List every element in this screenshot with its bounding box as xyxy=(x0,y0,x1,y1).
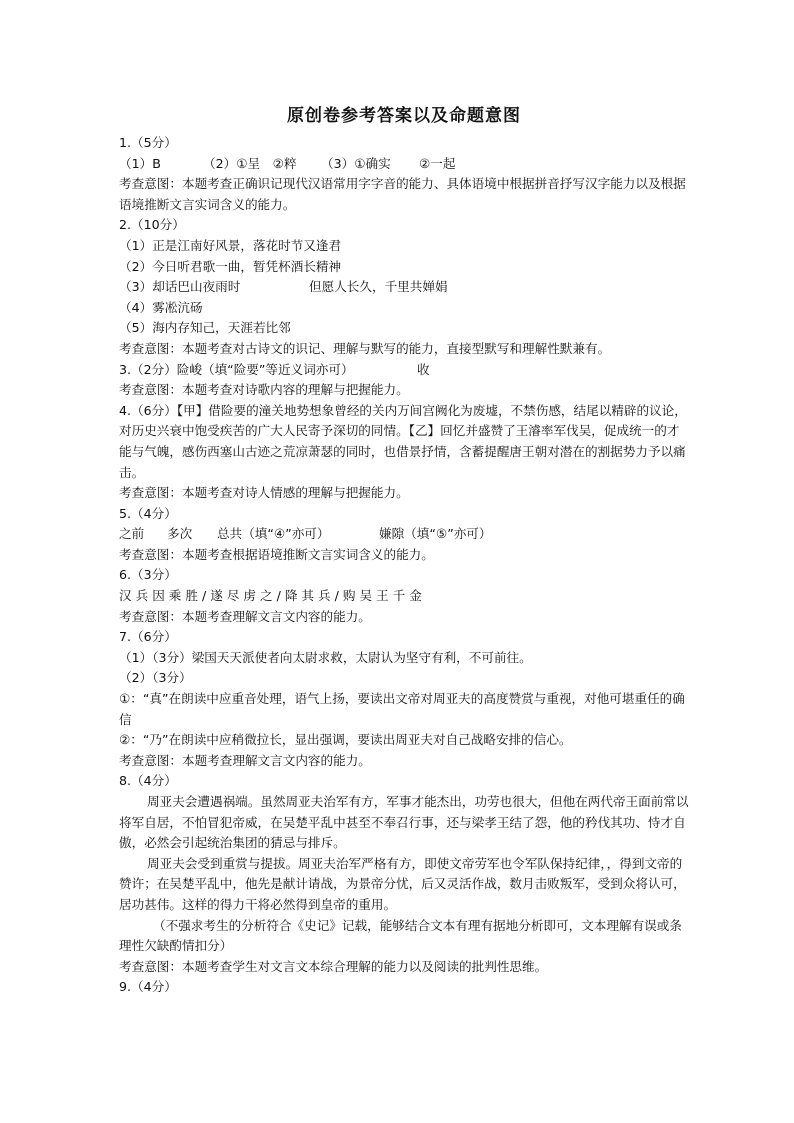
q2-line-2: （2）今日听君歌一曲，暂凭杯酒长精神 xyxy=(119,258,342,274)
q3-intent: 考查意图：本题考查对诗歌内容的理解与把握能力。 xyxy=(119,382,409,398)
q4-answer: 4.（6分）【甲】借险要的潼关地势想象曾经的关内万间宫阙化为废墟，不禁伤感，结尾以精辟的议论，对历史兴衰中饱受疾苦的广大人民寄予深切的同情。【乙】回忆并盛赞了王濬率军伐吴，促成统一的才能与气魄，感伤西塞山古迹之荒凉萧瑟的同时，也借景抒情，含蓄提醒唐王朝对潜在的割据势力予以痛击。 xyxy=(119,402,687,480)
q1-answers xyxy=(119,154,689,175)
q5-answer-1: 之前 xyxy=(119,526,145,542)
q5-answers xyxy=(119,524,689,545)
q5-answer-3: 总共（填“④”亦可） xyxy=(217,526,330,542)
q7-intent: 考查意图：本题考查理解文言文内容的能力。 xyxy=(119,752,371,768)
q8-heading: 8.（4分） xyxy=(119,773,177,789)
q7-line-1: （1）（3分）梁国天天派使者向太尉求救，太尉认为坚守有利，不可前往。 xyxy=(119,649,532,665)
q1-answer-3: （3）①确实 xyxy=(321,155,391,171)
q7-line-4: ②：“乃”在朗读中应稍微拉长，显出强调，要读出周亚夫对自己战略安排的信心。 xyxy=(119,732,572,748)
q8-paragraph-3: （不强求考生的分析符合《史记》记载，能够结合文本有理有据地分析即可，文本理解有误或条理性欠缺酌情扣分） xyxy=(119,917,682,954)
q2-line-1: （1）正是江南好风景，落花时节又逢君 xyxy=(119,237,342,253)
q2-intent: 考查意图：本题考查对古诗文的识记、理解与默写的能力，直接型默写和理解性默兼有。 xyxy=(119,340,611,356)
q7-heading: 7.（6分） xyxy=(119,629,177,645)
q5-answer-2: 多次 xyxy=(167,526,193,542)
q9-heading: 9.（4分） xyxy=(119,979,177,995)
answer-page xyxy=(119,104,689,998)
q6-intent: 考查意图：本题考查理解文言文内容的能力。 xyxy=(119,608,371,624)
q8-paragraph-1: 周亚夫会遭遇祸端。虽然周亚夫治军有方，军事才能杰出，功劳也很大，但他在两代帝王面前常以将军自居，不怕冒犯帝威，在吴楚平乱中甚至不奉召行事，还与梁孝王结了怨，他的矜伐其功、恃才自傲，必然会引起统治集团的猜忌与排斥。 xyxy=(119,794,689,851)
q2-line-3 xyxy=(119,277,689,298)
page-title: 原创卷参考答案以及命题意图 xyxy=(287,106,521,126)
q2-line-4: （4）雾凇沆砀 xyxy=(119,299,203,315)
q2-line-3b: 但愿人长久，千里共婵娟 xyxy=(309,279,448,295)
q7-line-2: （2）（3分） xyxy=(119,670,192,686)
q7-line-3: ①：“真”在朗读中应重音处理，语气上扬，要读出文帝对周亚夫的高度赞赏与重视，对他可堪重任的确信 xyxy=(119,691,685,727)
q3-answer xyxy=(119,360,689,381)
q5-heading: 5.（4分） xyxy=(119,505,177,521)
q8-intent: 考查意图：本题考查学生对文言文本综合理解的能力以及阅读的批判性思维。 xyxy=(119,958,548,974)
q1-answer-2: （2）①呈 ②粹 xyxy=(203,155,297,171)
q6-answer: 汉兵因乘胜/遂尽虏之/降其兵/购吴王千金 xyxy=(119,588,426,604)
q5-intent: 考查意图：本题考查根据语境推断文言实词含义的能力。 xyxy=(119,546,434,562)
q1-heading: 1.（5分） xyxy=(119,135,177,150)
q3-answer-a: 3.（2分）险峻（填“险要”等近义词亦可） xyxy=(119,361,354,377)
q1-answer-4: ②一起 xyxy=(419,155,456,171)
q3-answer-b: 收 xyxy=(417,361,430,377)
q1-answer-1: （1）B xyxy=(119,155,161,171)
q6-heading: 6.（3分） xyxy=(119,567,177,583)
q2-line-3a: （3）却话巴山夜雨时 xyxy=(119,279,241,295)
q5-answer-4: 嫌隙（填“⑤”亦可） xyxy=(379,526,492,542)
q8-paragraph-2: 周亚夫会受到重赏与提拔。周亚夫治军严格有方，即使文帝劳军也令军队保持纪律，，得到文帝的赞许；在吴楚平乱中，他先是献计请战，为景帝分忧，后又灵活作战，数月击败叛军，受到众将认可，居功甚伟。这样的得力干将必然得到皇帝的重用。 xyxy=(119,855,686,912)
q4-intent: 考查意图：本题考查对诗人情感的理解与把握能力。 xyxy=(119,485,409,501)
q2-heading: 2.（10分） xyxy=(119,217,185,233)
q2-line-5: （5）海内存知己，天涯若比邻 xyxy=(119,320,291,336)
q1-intent: 考查意图：本题考查正确识记现代汉语常用字字音的能力、具体语境中根据拼音抒写汉字能力以及根据语境推断文言实词含义的能力。 xyxy=(119,176,686,212)
